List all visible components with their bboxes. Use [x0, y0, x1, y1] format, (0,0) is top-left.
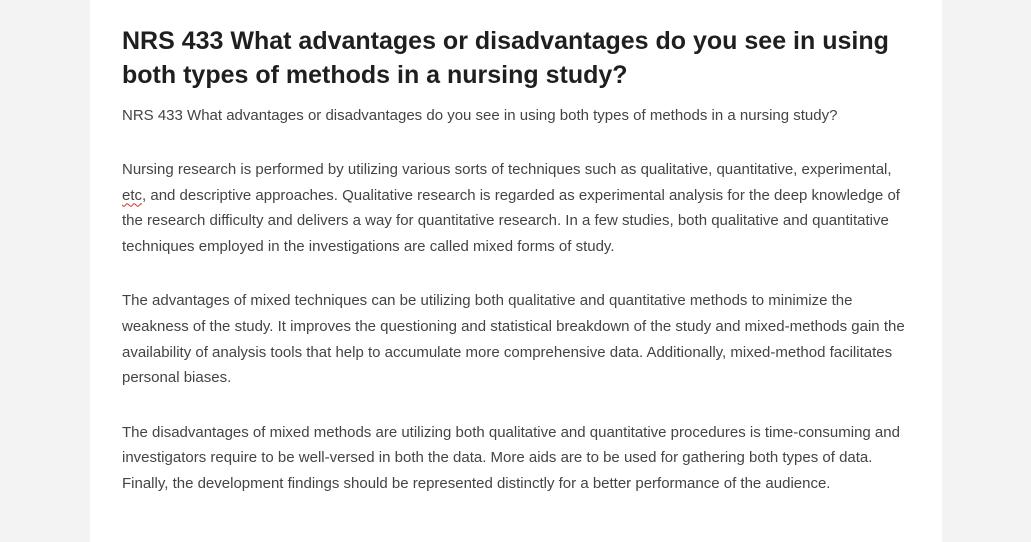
article-content — [122, 24, 912, 497]
paragraph-advantages: The advantages of mixed techniques can be utilizing both qualitative and quantitative methods to minimize the weakness of the study. It improves the questioning and statistical breakdown of the study and mixed-methods gain the availability of analysis tools that help to accumulate more comprehensive data. Additionally, mixed-method facilitates personal biases. — [122, 292, 905, 387]
misspelled-word[interactable]: etc — [122, 186, 143, 204]
article-subtitle: NRS 433 What advantages or disadvantages do you see in using both types of methods in a nursing study? — [122, 107, 838, 124]
paragraph-intro-part1: Nursing research is performed by utilizing various sorts of techniques such as qualitative, quantitative, experimental, — [122, 161, 892, 178]
paragraph-disadvantages: The disadvantages of mixed methods are utilizing both qualitative and quantitative procedures is time-consuming and investigators require to be well-versed in both the data. More aids are to be used for gathering both types of data. Finally, the development findings should be represented distinctly for a better performance of the audience. — [122, 423, 900, 492]
paragraph-intro-part2: , and descriptive approaches. Qualitative research is regarded as experimental analysis for the deep knowledge of the research difficulty and delivers a way for quantitative research. In a few studies, both qualitative and quantitative techniques employed in the investigations are called mixed forms of study. — [122, 186, 900, 255]
article-page — [90, 0, 942, 542]
paragraph-intro — [122, 157, 912, 259]
article-title: NRS 433 What advantages or disadvantages do you see in using both types of methods in a nursing study? — [122, 27, 889, 89]
